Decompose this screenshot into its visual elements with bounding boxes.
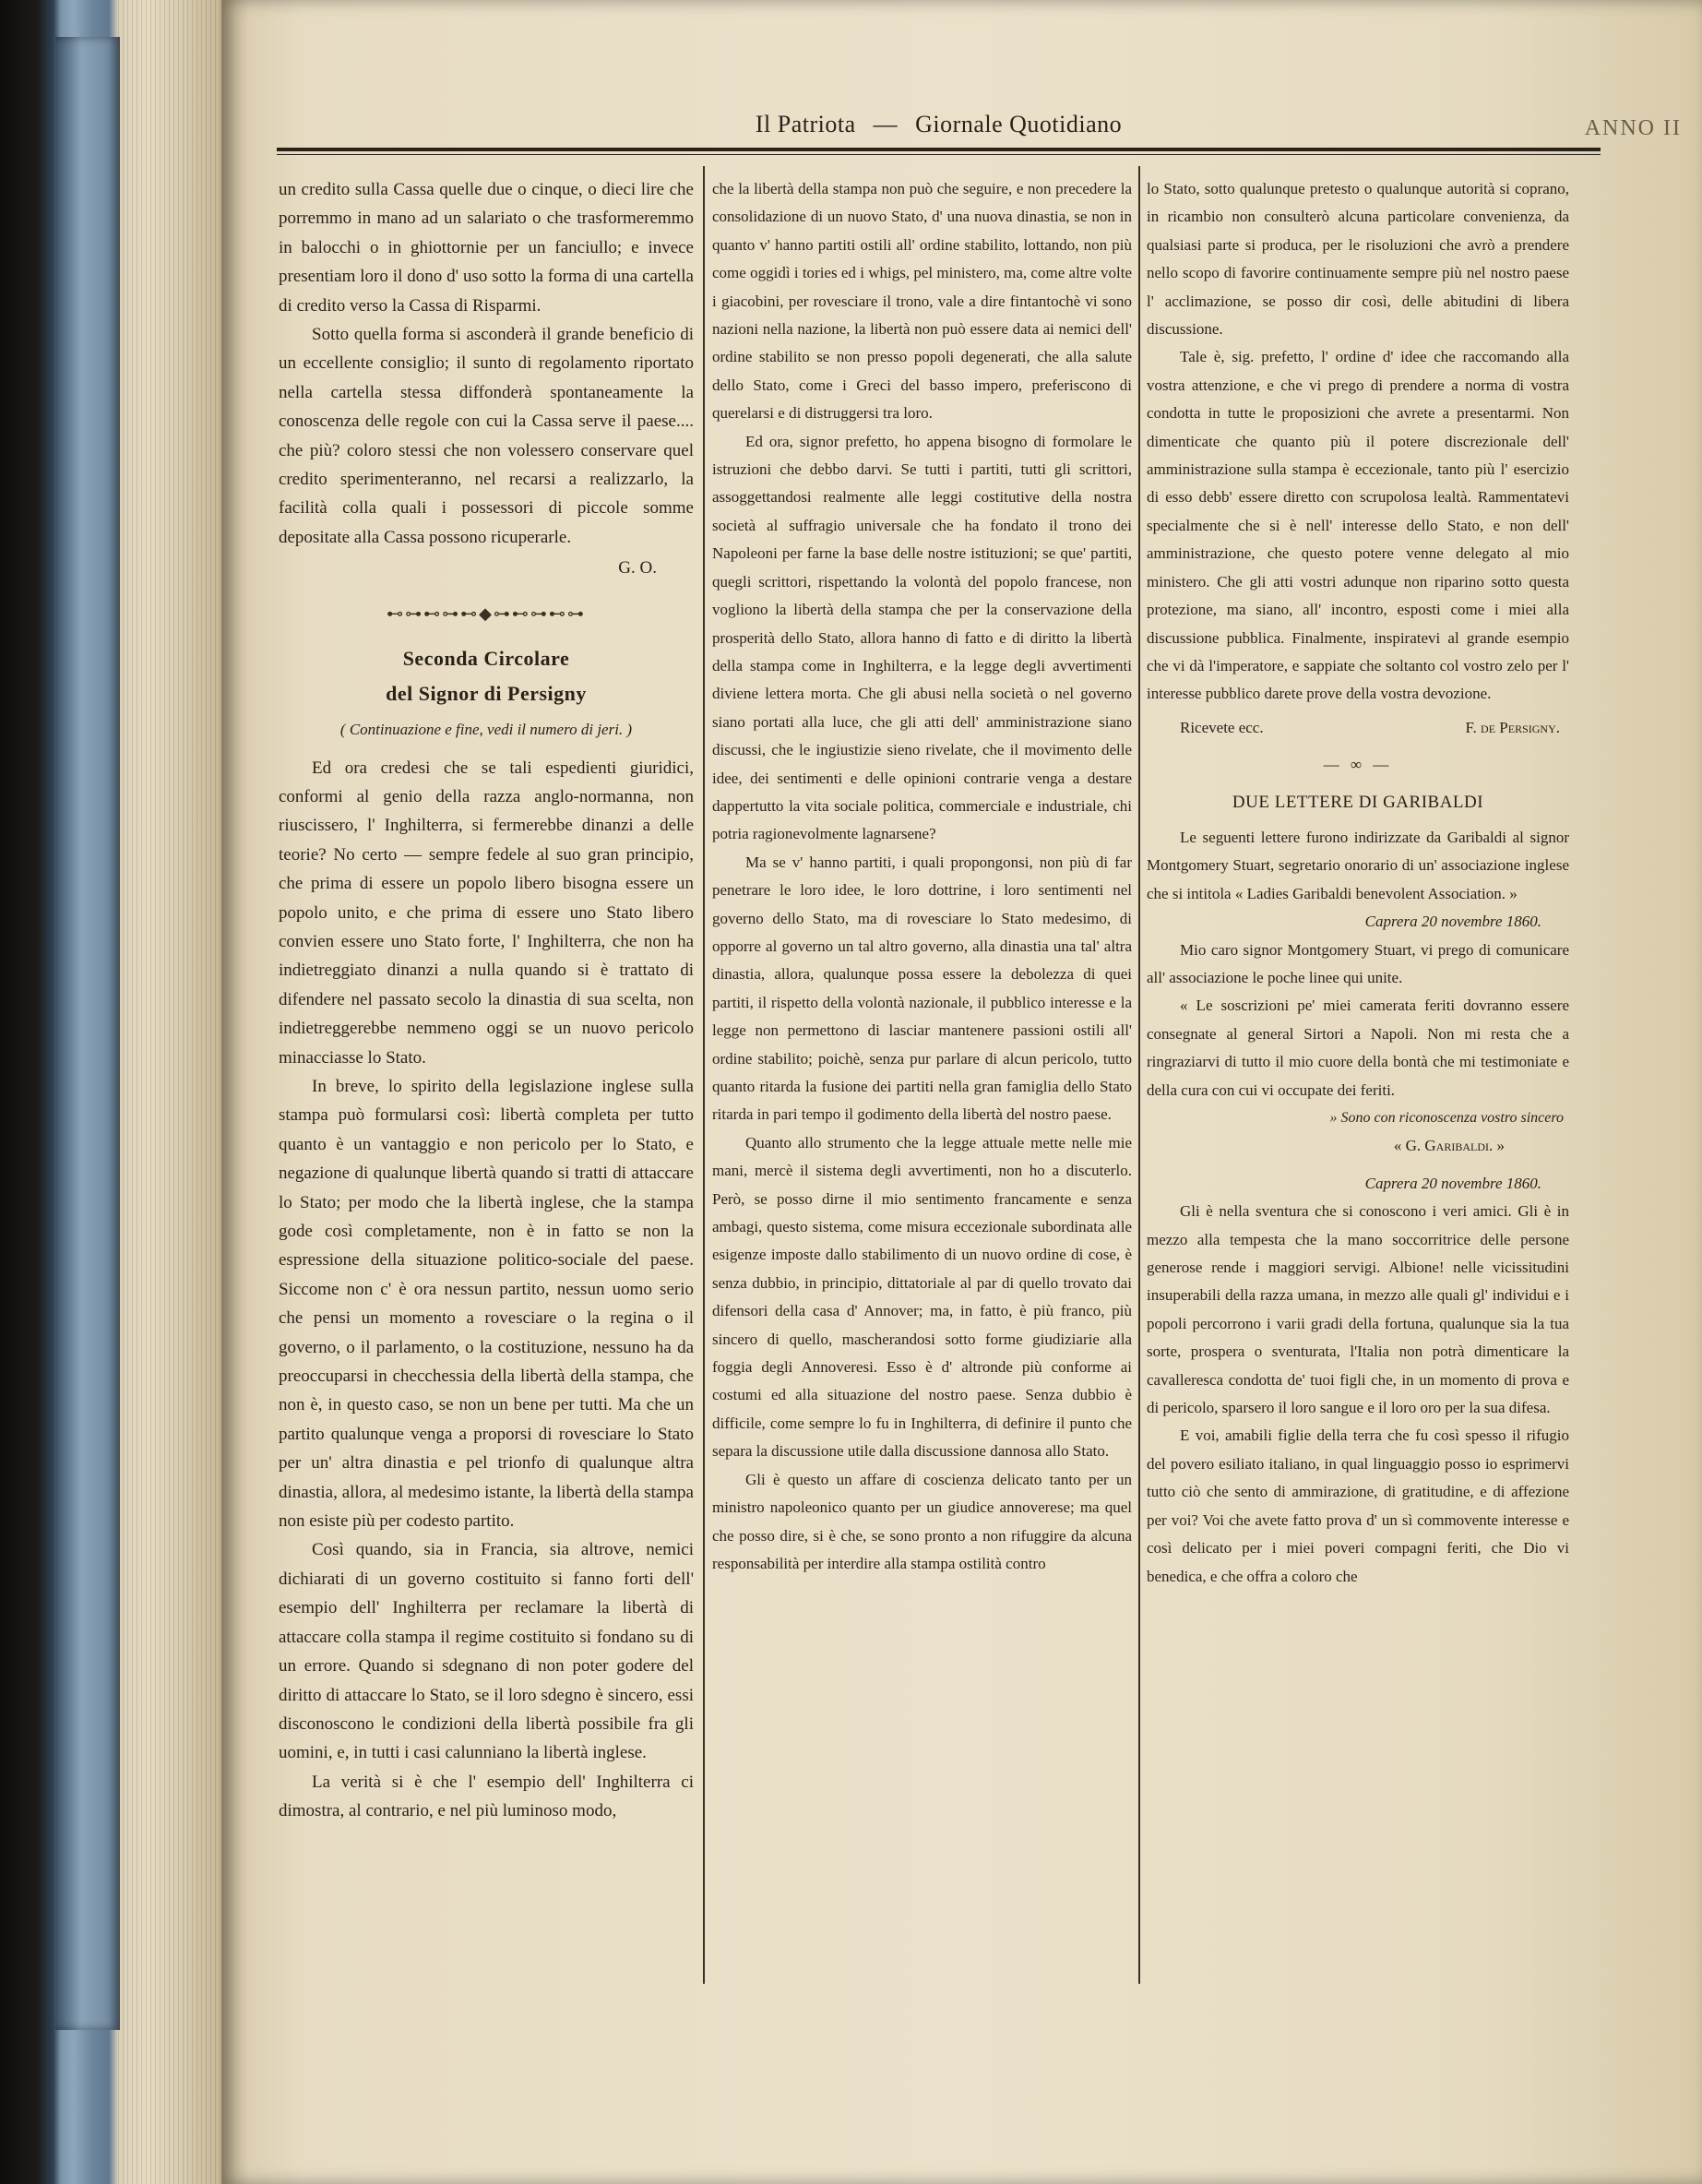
paragraph: In breve, lo spirito della legislazione inglese sulla stampa può formularsi così: libertà completa per tutto quanto è un vantaggio e non pericolo per lo Stato, e negazione di qualunque libertà quando si tratti di attaccare lo Stato; per modo che la libertà inglese, che la stampa gode così completamente, non è in fatto se non la espressione della situazione politico-sociale del paese. Siccome non c' è ora nessun partito, nessun uomo serio che pensi un momento a rovesciare o la regina o il governo, o il parlamento, o la costituzione, nessuno ha da preoccuparsi in checchessia della libertà della stampa, che non è, in questo caso, se non un bene per tutti. Ma che un partito qualunque venga a proporsi di rovesciare lo Stato per un' altra dinastia e pel trionfo di qualunque altra dinastia, allora, al medesimo istante, la libertà della stampa non esiste più per codesto partito. xyxy=(279,1076,694,1532)
column-2 xyxy=(712,175,1132,1578)
ricevete: Ricevete ecc. xyxy=(1180,718,1264,736)
article-headline: del Signor di Persigny xyxy=(386,682,587,706)
section-separator: — ∞ — xyxy=(1323,756,1393,774)
paragraph: Quanto allo strumento che la legge attuale mette nelle mie mani, mercè il sistema degli avvertimenti, non ho a discuterlo. Però, se posso dirne il mio sentimento francamente e senza ambagi, questo sistema, come misura eccezionale subordinata alle esigenze imposte dallo stabilimento di un nuovo ordine di cose, è senza dubbio, in principio, dittatoriale al par di quello trovato dai difensori della casa d' Annover; ma, in fatto, è più franco, più sincero di quello, mascherandosi sotto forme giudiziarie alla foggia degli Annoveresi. Esso è d' altronde più conforme ai costumi ed alla situazione del nostro paese. Senza dubbio è difficile, come sempre lo fu in Inghilterra, di definire il punto che separa la discussione utile dalla discussione dannosa allo Stato. xyxy=(712,1133,1132,1461)
column-1 xyxy=(279,175,694,1826)
masthead xyxy=(277,111,1601,151)
column-divider xyxy=(703,166,705,1984)
paragraph: che la libertà della stampa non può che seguire, e non precedere la consolidazione di un nuovo Stato, d' una nuova dinastia, se non in quanto v' hanno partiti ostili all' ordine stabilito, lottando, non più come oggidì i tories ed i whigs, pel ministero, ma, come altre volte i giacobini, per rovesciare il trono, vale a dire fintantochè vi sono nazioni nella nazione, la libertà non può essere data ai nemici dell' ordine stabilito se non presso popoli degenerati, che alla salute dello Stato, come i Greci del basso impero, preferiscono di querelarsi e di distruggersi tra loro. xyxy=(712,180,1132,423)
book-edge xyxy=(0,0,240,2184)
masthead-subtitle: Giornale Quotidiano xyxy=(915,111,1123,137)
paragraph: lo Stato, sotto qualunque pretesto o qualunque autorità si coprano, in ricambio non consulterò alcuna particolare convenienza, da qualsiasi parte si produca, per le risoluzioni che avrò a prendere nello scopo di favorire continuamente sempre più nel nostro paese l' acclimazione, se posso dir così, delle abitudini di libera discussione. xyxy=(1147,180,1569,339)
dateline: Caprera 20 novembre 1860. xyxy=(1364,913,1541,931)
letter-closing: » Sono con riconoscenza vostro sincero xyxy=(1329,1110,1564,1126)
article-headline: Seconda Circolare xyxy=(402,647,570,671)
paragraph: Ed ora credesi che se tali espedienti giuridici, conformi al genio della razza anglo-normanna, non riuscissero, l' Inghilterra, si fermerebbe dinanzi a delle teorie? No certo — sempre fedele al suo gran principio, che prima di essere un popolo libero bisogna essere un popolo unito, e che prima di essere uno Stato libero convien essere uno Stato forte, l' Inghilterra, che non ha indietreggiato dinanzi a nulla quando si è trattato di difendere nel passato secolo la dinastia di sua scelta, non indietreggerebbe nemmeno oggi se un nuovo pericolo minacciasse lo Stato. xyxy=(279,758,694,1068)
column-3 xyxy=(1147,175,1569,1591)
masthead-title: Il Patriota xyxy=(755,111,856,137)
column-divider xyxy=(1138,166,1140,1984)
paragraph: Gli è questo un affare di coscienza delicato tanto per un ministro napoleonico quanto per un giudice annoverese; ma quel che posso dire, si è che, se sono pronto a non rifuggire da alcuna responsabilità per interdire alla stampa ostilità contro xyxy=(712,1470,1132,1572)
paragraph: Ma se v' hanno partiti, i quali propongonsi, non più di far penetrare le loro idee, le loro dottrine, i loro sentimenti nel governo dello Stato, ma di rovesciare lo Stato medesimo, di opporre al governo un tal altro governo, alla dinastia una tal' altra dinastia, allora, qualunque possa essere la debolezza di quei partiti, il rispetto della volontà nazionale, il pubblico interesse e la legge non permettono di lasciar mantenere passioni ostili all' ordine stabilito; poichè, senza pur parlare di alcun pericolo, tutto quanto ritarda la fusione dei partiti nella gran famiglia dello Stato ritarda in pari tempo il godimento della libertà del nostro paese. xyxy=(712,853,1132,1124)
signature-initials: G. O. xyxy=(618,558,657,579)
year-label: ANNO II xyxy=(1584,116,1682,140)
paragraph: Tale è, sig. prefetto, l' ordine d' idee che raccomando alla vostra attenzione, e che vi prego di prendere a norma di vostra condotta in tutte le proposizioni che avrete a presentarmi. Non dimenticate che quanto più il potere discrezionale dell' amministrazione sulla stampa è eccezionale, tanto più l' esercizio di esso debb' essere diretto con scrupolosa lealtà. Rammentatevi specialmente che si è nell' interesse dello Stato, e non dell' amministrazione, che questo potere venne delegato al mio ministero. Che gli atti vostri adunque non riparino sotto questa protezione, ma siano, all' incontro, esposti come i miei alla discussione pubblica. Finalmente, inspiratevi al grande esempio che vi dà l'imperatore, e sappiate che soltanto col vostro zelo per l' interesse pubblico darete prove della vostra devozione. xyxy=(1147,348,1569,703)
dateline: Caprera 20 novembre 1860. xyxy=(1364,1174,1541,1192)
persigny-signature: F. de Persigny. xyxy=(1465,718,1560,736)
paragraph: Così quando, sia in Francia, sia altrove, nemici dichiarati di un governo costituito si fanno forti dell' esempio dell' Inghilterra per reclamare la libertà di attaccare colla stampa il regime costituito si fondano su di un errore. Quando si sdegnano di non poter godere del diritto di attaccare lo Stato, se il loro sdegno è sincero, essi disconoscono le condizioni della libertà possibile fra gli uomini, e, in tutti i casi calunniano la libertà inglese. xyxy=(279,1540,694,1763)
paragraph: Sotto quella forma si asconderà il grande beneficio di un eccellente consiglio; il sunto di regolamento riportato nella cartella stessa diffonderà spontaneamente la conoscenza delle regole con cui la Cassa serve il paese.... che più? coloro stessi che non volessero conservare quel credito sperimenteranno, nel recarsi a realizzarlo, la facilità colla quali i possessori di piccole somme depositate alla Cassa possono ricuperarle. xyxy=(279,325,694,547)
paragraph: Le seguenti lettere furono indirizzate da Garibaldi al signor Montgomery Stuart, segretario onorario di un' associazione inglese che si intitola « Ladies Garibaldi benevolent Association. » xyxy=(1147,828,1569,902)
paragraph: E voi, amabili figlie della terra che fu così spesso il rifugio del povero esiliato italiano, in qual linguaggio posso io esprimervi tutto ciò che sento di ammirazione, di gratitudine, e di affezione per voi? Voi che avete fatto prova d' un sì commovente interesse e così delicato per i miei poveri compagni feriti, che Dio vi benedica, e che offra a coloro che xyxy=(1147,1426,1569,1585)
header-rule xyxy=(277,148,1601,151)
continuation-note: ( Continuazione e fine, vedi il numero di jeri. ) xyxy=(339,721,633,739)
header-rule-thin xyxy=(277,154,1601,155)
paragraph: Gli è nella sventura che si conoscono i veri amici. Gli è in mezzo alla tempesta che la mano soccorritrice delle persone generose rende i maggiori servigi. Albione! nelle vicissitudini insuperabili della razza umana, in mezzo alle quali gl' individui e i popoli percorrono i varii gradi della fortuna, qualunque sia la tua sorte, prospera o sventurata, l'Italia non potrà dimenticare la cavalleresca condotta de' tuoi figli che, in un momento di prova e di pericolo, sparsero il loro sangue e il loro oro per la sua difesa. xyxy=(1147,1202,1569,1417)
paragraph: un credito sulla Cassa quelle due o cinque, o dieci lire che porremmo in mano ad un salariato o che trasformeremmo in balocchi o in ghiottornie per un fanciullo; e invece presentiam loro il dono d' uso sotto la forma di una cartella di credito verso la Cassa di Risparmi. xyxy=(279,180,694,316)
binding xyxy=(55,37,120,2030)
closing-line xyxy=(1147,714,1569,742)
paragraph: Mio caro signor Montgomery Stuart, vi prego di comunicare all' associazione le poche linee qui unite. xyxy=(1147,940,1569,986)
ornament-divider: ⊷⊶⊷⊶⊷◆⊶⊷⊶⊷⊶ xyxy=(387,603,586,623)
paragraph: La verità si è che l' esempio dell' Inghilterra ci dimostra, al contrario, e nel più luminoso modo, xyxy=(279,1772,694,1821)
paragraph: Ed ora, signor prefetto, ho appena bisogno di formolare le istruzioni che debbo darvi. Se tutti i partiti, tutti gli scrittori, assoggettandosi realmente alle leggi costitutive della nostra società al suffragio universale che ha fondato il trono dei Napoleoni per farne la base delle nostre istituzioni; se que' partiti, quegli scrittori, rispettando la volontà del popolo francese, non vogliono la libertà della stampa che per la conservazione della prosperità dello Stato, allora hanno di fatto e di diritto la libertà della stampa come in Inghilterra, e la legge degli avvertimenti diviene lettera morta. Che gli abusi nella società o nel governo siano portati alla luce, che gli atti dell' amministrazione siano discussi, che le ingiustizie sieno rivelate, che il movimento delle idee, dei sentimenti e delle opinioni contrarie venga a destare dappertutto la vita sociale politica, commerciale e industriale, chi potria ragionevolmente lagnarsene? xyxy=(712,432,1132,843)
masthead-dash: — xyxy=(873,111,899,137)
article-headline: DUE LETTERE DI GARIBALDI xyxy=(1232,792,1484,812)
paragraph: « Le soscrizioni pe' miei camerata feriti dovranno essere consegnate al general Sirtori a Napoli. Non mi resta che a ringraziarvi di tutto il mio cuore della bontà che mi testimoniate e della cura con cui vi occupate dei feriti. xyxy=(1147,997,1569,1099)
garibaldi-signature: « G. Garibaldi. » xyxy=(1393,1137,1505,1155)
